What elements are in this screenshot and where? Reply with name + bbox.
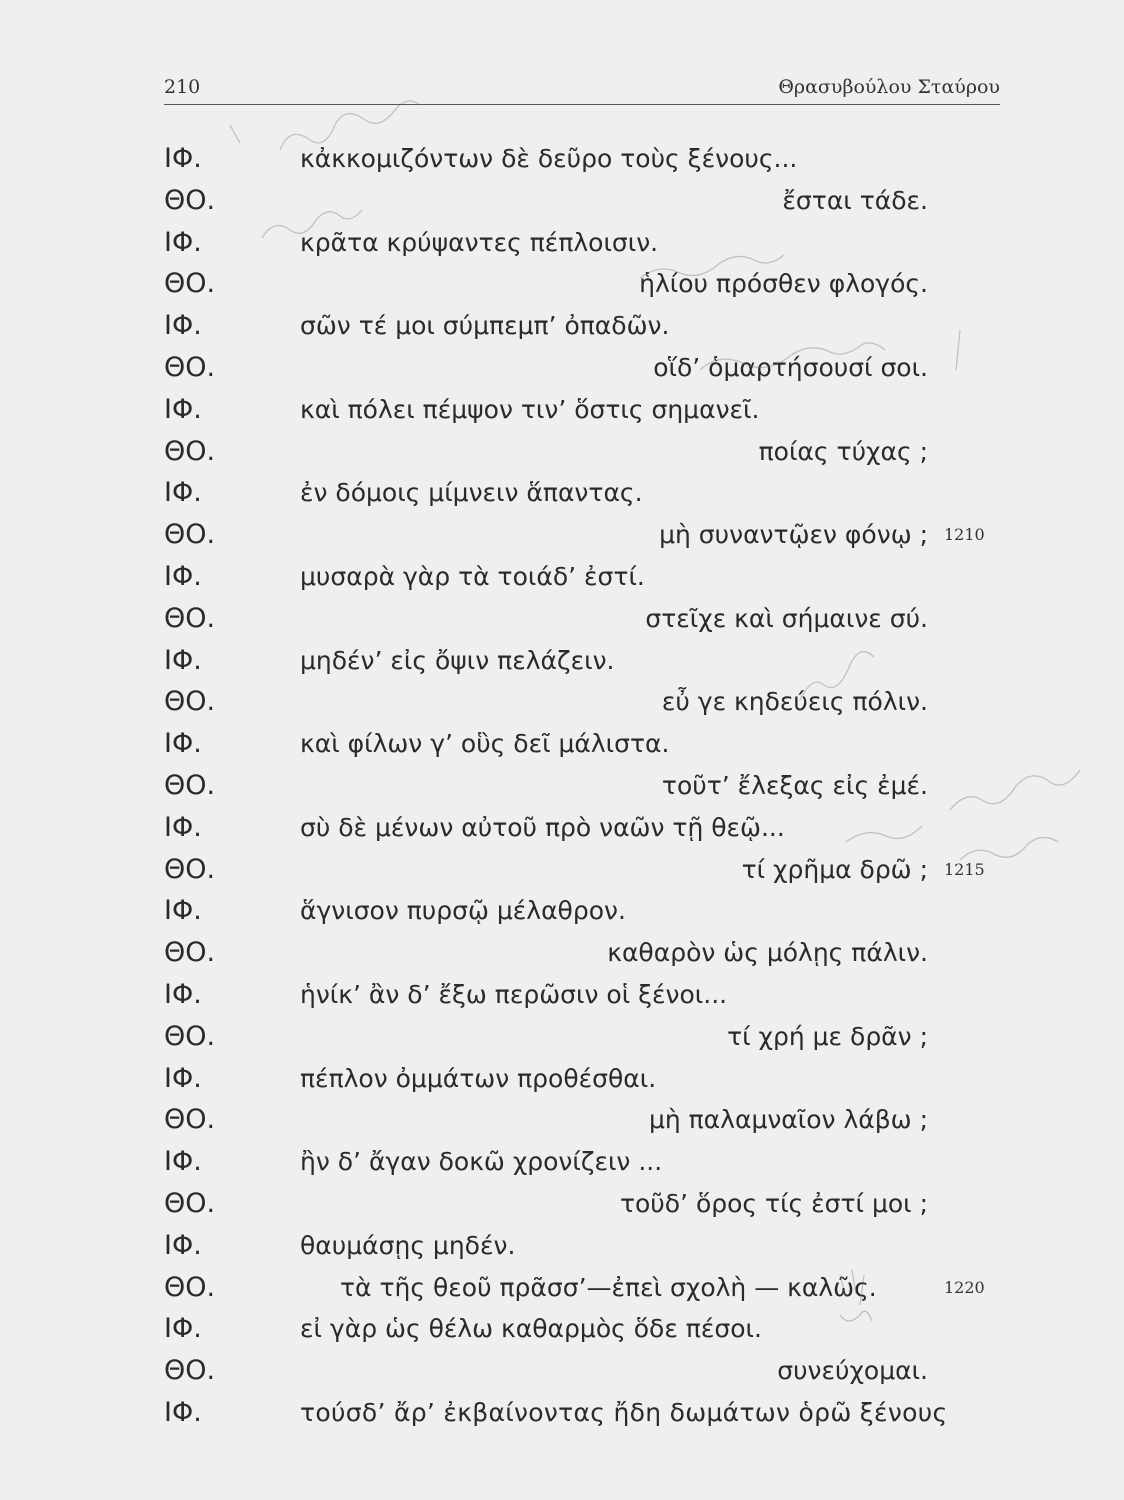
verse-text: ἅγνισον πυρσῷ μέλαθρον. <box>300 896 626 926</box>
verse-line <box>0 1016 1124 1058</box>
speaker-label: ΙΦ. <box>164 560 202 592</box>
verse-line <box>0 180 1124 222</box>
verse-text: μυσαρὰ γὰρ τὰ τοιάδ’ ἐστί. <box>300 561 645 591</box>
verse-line <box>0 1099 1124 1141</box>
line-number: 1210 <box>944 525 985 545</box>
verse-line <box>0 1141 1124 1183</box>
verse-text: ἡνίκ’ ἂν δ’ ἔξω περῶσιν οἱ ξένοι... <box>300 979 728 1009</box>
line-number: 1215 <box>944 859 985 879</box>
speaker-label: ΙΦ. <box>164 895 202 927</box>
speaker-label: ΘΟ. <box>164 1187 216 1219</box>
verse-line <box>0 305 1124 347</box>
dialogue-lines <box>0 138 1124 1434</box>
verse-text: μὴ συναντῷεν φόνῳ ; <box>659 520 928 550</box>
verse-text: κἀκκομιζόντων δὲ δεῦρο τοὺς ξένους... <box>300 144 798 173</box>
verse-text: ποίας τύχας ; <box>758 436 928 466</box>
speaker-label: ΙΦ. <box>164 728 202 760</box>
verse-line <box>0 723 1124 765</box>
verse-text: εὖ γε κηδεύεις πόλιν. <box>661 687 928 717</box>
speaker-label: ΙΦ. <box>164 143 202 174</box>
verse-text: καὶ πόλει πέμψον τιν’ ὅστις σημανεῖ. <box>300 394 760 424</box>
verse-text: σῶν τέ μοι σύμπεμπ’ ὀπαδῶν. <box>300 311 670 341</box>
verse-line <box>0 347 1124 389</box>
verse-text: εἰ γὰρ ὡς θέλω καθαρμὸς ὅδε πέσοι. <box>300 1314 762 1344</box>
verse-text: πέπλον ὀμμάτων προθέσθαι. <box>300 1063 657 1093</box>
verse-text: κρᾶτα κρύψαντες πέπλοισιν. <box>300 227 659 257</box>
speaker-label: ΙΦ. <box>164 393 202 425</box>
speaker-label: ΙΦ. <box>164 226 202 258</box>
verse-line <box>0 263 1124 305</box>
verse-line <box>0 222 1124 264</box>
line-number: 1220 <box>944 1277 985 1297</box>
verse-line <box>0 514 1124 556</box>
verse-line <box>0 1267 1124 1309</box>
speaker-label: ΙΦ. <box>164 1229 202 1261</box>
speaker-label: ΙΦ. <box>164 811 202 843</box>
verse-line <box>0 138 1124 180</box>
verse-line <box>0 598 1124 640</box>
speaker-label: ΘΟ. <box>164 1355 216 1387</box>
verse-line <box>0 765 1124 807</box>
verse-text: μὴ παλαμναῖον λάβω ; <box>648 1105 928 1135</box>
verse-line <box>0 1058 1124 1100</box>
speaker-label: ΘΟ. <box>164 686 216 718</box>
speaker-label: ΙΦ. <box>164 1396 202 1428</box>
speaker-label: ΙΦ. <box>164 644 202 676</box>
verse-text: ἐν δόμοις μίμνειν ἅπαντας. <box>300 478 643 508</box>
verse-text: τί χρή με δρᾶν ; <box>727 1021 928 1051</box>
speaker-label: ΙΦ. <box>164 978 202 1010</box>
speaker-label: ΘΟ. <box>164 602 216 634</box>
speaker-label: ΘΟ. <box>164 268 216 300</box>
verse-line <box>0 472 1124 514</box>
verse-line <box>0 640 1124 682</box>
speaker-label: ΘΟ. <box>164 1020 216 1052</box>
speaker-label: ΘΟ. <box>164 853 216 885</box>
verse-line <box>0 1392 1124 1434</box>
verse-text: καθαρὸν ὡς μόλῃς πάλιν. <box>607 938 928 968</box>
verse-line <box>0 1350 1124 1392</box>
verse-text: σὺ δὲ μένων αὐτοῦ πρὸ ναῶν τῇ θεῷ... <box>300 812 785 842</box>
verse-text: τούσδ’ ἄρ’ ἐκβαίνοντας ἤδη δωμάτων ὁρῶ ξένους <box>300 1397 948 1427</box>
verse-line <box>0 807 1124 849</box>
page-number: 210 <box>164 76 201 98</box>
speaker-label: ΘΟ. <box>164 351 216 383</box>
verse-text: τὰ τῆς θεοῦ πρᾶσσ’—ἐπεὶ σχολὴ — καλῶς. <box>340 1272 877 1302</box>
speaker-label: ΙΦ. <box>164 310 202 342</box>
verse-text: ἡλίου πρόσθεν φλογός. <box>639 269 928 299</box>
verse-text: οἵδ’ ὁμαρτήσουσί σοι. <box>653 352 928 382</box>
verse-line <box>0 431 1124 473</box>
verse-text: τοῦδ’ ὅρος τίς ἐστί μοι ; <box>619 1188 928 1218</box>
verse-line <box>0 1183 1124 1225</box>
verse-line <box>0 1308 1124 1350</box>
verse-line <box>0 890 1124 932</box>
speaker-label: ΘΟ. <box>164 769 216 801</box>
verse-line <box>0 681 1124 723</box>
verse-text: τί χρῆμα δρῶ ; <box>741 854 928 884</box>
verse-text: μηδέν’ εἰς ὄψιν πελάζειν. <box>300 645 615 675</box>
verse-text: ἔσται τάδε. <box>782 185 928 215</box>
speaker-label: ΘΟ. <box>164 937 216 969</box>
verse-text: ἢν δ’ ἄγαν δοκῶ χρονίζειν ... <box>300 1147 663 1177</box>
verse-text: στεῖχε καὶ σήμαινε σύ. <box>645 603 928 633</box>
speaker-label: ΙΦ. <box>164 477 202 509</box>
speaker-label: ΘΟ. <box>164 435 216 467</box>
verse-text: θαυμάσῃς μηδέν. <box>300 1230 516 1260</box>
verse-text: συνεύχομαι. <box>777 1356 928 1386</box>
speaker-label: ΙΦ. <box>164 1062 202 1094</box>
verse-line <box>0 974 1124 1016</box>
speaker-label: ΘΟ. <box>164 1271 216 1303</box>
verse-line <box>0 556 1124 598</box>
speaker-label: ΘΟ. <box>164 1104 216 1136</box>
verse-line <box>0 389 1124 431</box>
verse-line <box>0 1225 1124 1267</box>
speaker-label: ΘΟ. <box>164 184 216 216</box>
speaker-label: ΙΦ. <box>164 1313 202 1345</box>
verse-line <box>0 932 1124 974</box>
speaker-label: ΙΦ. <box>164 1146 202 1178</box>
header-rule <box>164 104 1000 105</box>
verse-line <box>0 849 1124 891</box>
speaker-label: ΘΟ. <box>164 519 216 551</box>
verse-text: καὶ φίλων γ’ οὓς δεῖ μάλιστα. <box>300 729 670 759</box>
verse-text: τοῦτ’ ἔλεξας εἰς ἐμέ. <box>661 770 928 800</box>
running-head: Θρασυβούλου Σταύρου <box>778 76 1000 98</box>
